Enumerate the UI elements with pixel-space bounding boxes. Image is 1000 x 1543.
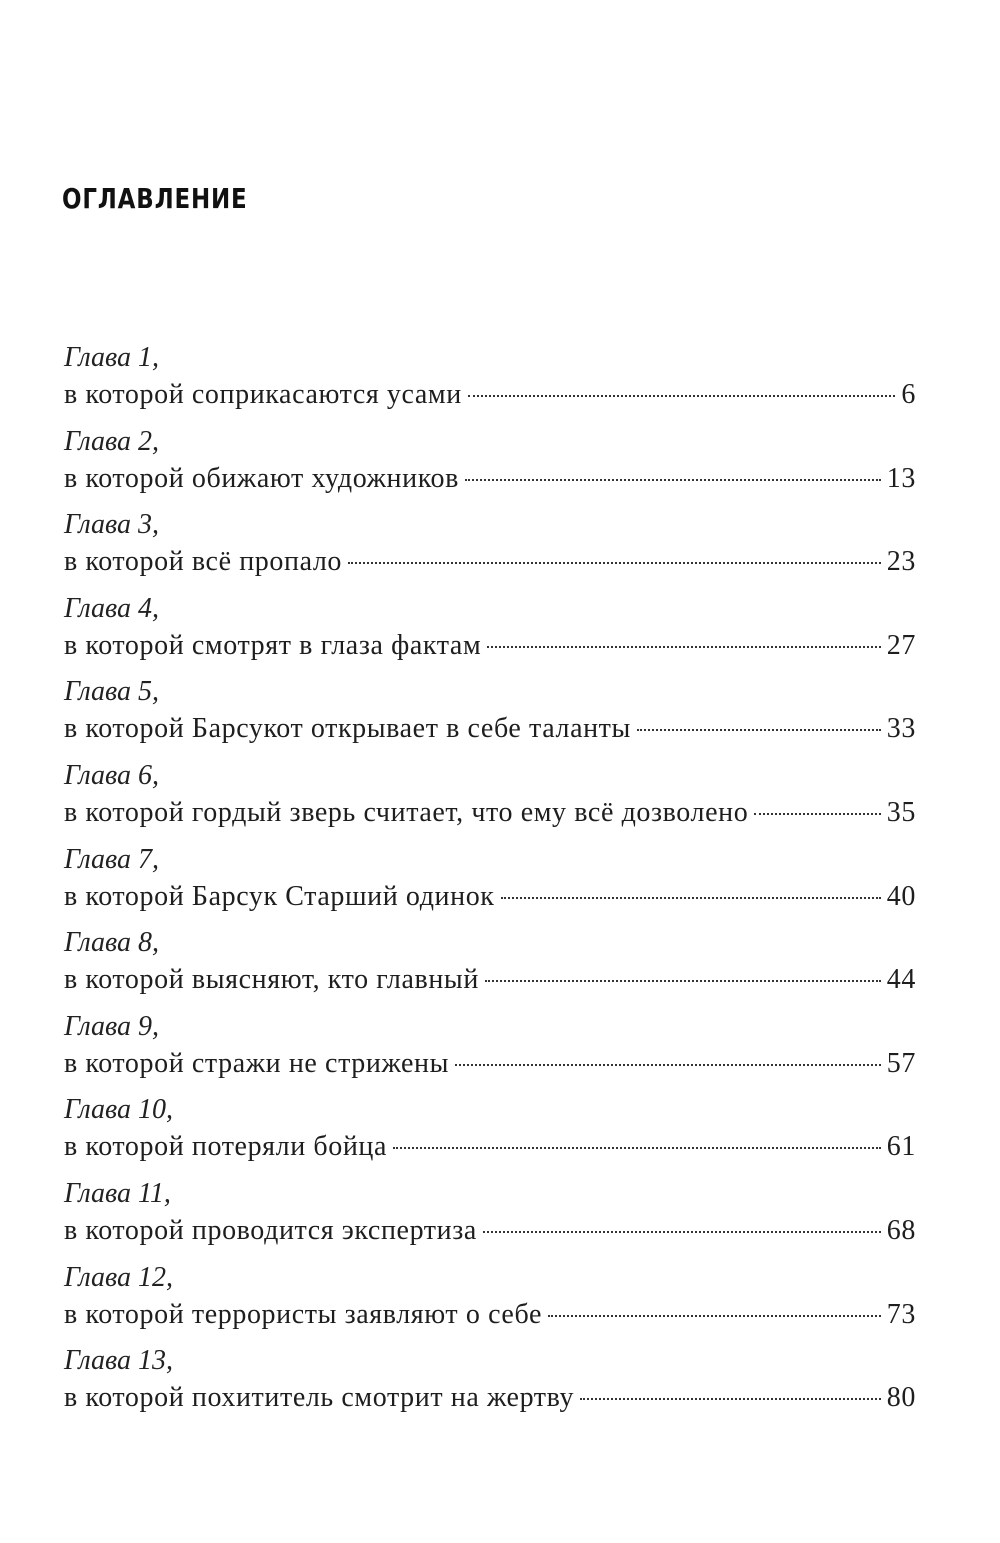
toc-entry-6[interactable] (64, 758, 916, 842)
chapter-title: в которой гордый зверь считает, что ему всё дозволено (64, 796, 749, 828)
toc-entry-1[interactable] (64, 340, 916, 424)
chapter-line (64, 1128, 916, 1166)
toc-entry-12[interactable] (64, 1260, 916, 1344)
toc-entry-2[interactable] (64, 424, 916, 508)
dot-leader (548, 1315, 881, 1317)
page-number: 44 (886, 964, 916, 996)
chapter-label: Глава 13, (64, 1345, 173, 1377)
toc-entry-13[interactable] (64, 1343, 916, 1427)
dot-leader (485, 980, 881, 982)
toc-entry-7[interactable] (64, 842, 916, 926)
page-number: 35 (886, 796, 916, 828)
chapter-line (64, 543, 916, 581)
dot-leader (455, 1064, 881, 1066)
page-number: 6 (901, 379, 916, 410)
chapter-title: в которой проводится экспертиза (64, 1214, 477, 1246)
chapter-title: в которой соприкасаются усами (64, 379, 462, 410)
chapter-title: в которой обижают художников (64, 462, 459, 494)
toc-entry-11[interactable] (64, 1176, 916, 1260)
toc-entry-10[interactable] (64, 1092, 916, 1176)
toc-entry-5[interactable] (64, 674, 916, 758)
chapter-line (64, 376, 916, 414)
chapter-line (64, 710, 916, 748)
toc-entry-9[interactable] (64, 1009, 916, 1093)
chapter-label: Глава 11, (64, 1177, 171, 1209)
page-title: оглавление (62, 172, 248, 218)
dot-leader (580, 1398, 881, 1400)
page-number: 13 (886, 462, 916, 494)
dot-leader (487, 646, 881, 648)
chapter-line (64, 1212, 916, 1250)
toc-entry-3[interactable] (64, 507, 916, 591)
page-number: 27 (886, 629, 916, 661)
chapter-label: Глава 7, (64, 843, 159, 875)
toc-entry-4[interactable] (64, 591, 916, 675)
chapter-line (64, 1296, 916, 1334)
chapter-title: в которой похититель смотрит на жертву (64, 1382, 575, 1414)
page-number: 80 (886, 1382, 916, 1414)
chapter-label: Глава 8, (64, 927, 159, 959)
page-number: 40 (886, 880, 916, 912)
chapter-label: Глава 1, (64, 342, 159, 373)
table-of-contents (64, 340, 916, 1427)
chapter-title: в которой смотрят в глаза фактам (64, 629, 482, 661)
toc-entry-8[interactable] (64, 925, 916, 1009)
chapter-title: в которой всё пропало (64, 546, 343, 578)
dot-leader (468, 395, 896, 397)
dot-leader (465, 479, 881, 481)
dot-leader (501, 897, 881, 899)
dot-leader (483, 1231, 881, 1233)
page-number: 23 (886, 546, 916, 578)
chapter-line (64, 878, 916, 916)
page-number: 73 (886, 1298, 916, 1330)
chapter-label: Глава 10, (64, 1094, 173, 1126)
dot-leader (393, 1147, 881, 1149)
chapter-line (64, 1379, 916, 1417)
page-number: 68 (886, 1214, 916, 1246)
chapter-title: в которой потеряли бойца (64, 1131, 388, 1163)
chapter-label: Глава 6, (64, 759, 159, 791)
chapter-label: Глава 5, (64, 676, 159, 708)
chapter-label: Глава 12, (64, 1261, 173, 1293)
chapter-title: в которой террористы заявляют о себе (64, 1298, 542, 1330)
page-number: 61 (886, 1131, 916, 1163)
chapter-title: в которой стражи не стрижены (64, 1047, 450, 1079)
page-number: 57 (886, 1047, 916, 1079)
chapter-title: в которой Барсукот открывает в себе таланты (64, 713, 631, 745)
chapter-title: в которой Барсук Старший одинок (64, 880, 495, 912)
chapter-line (64, 460, 916, 498)
chapter-label: Глава 9, (64, 1010, 159, 1042)
chapter-line (64, 794, 916, 832)
chapter-title: в которой выясняют, кто главный (64, 964, 479, 996)
chapter-label: Глава 3, (64, 509, 159, 541)
dot-leader (754, 813, 880, 815)
chapter-line (64, 961, 916, 999)
chapter-label: Глава 2, (64, 425, 159, 457)
dot-leader (348, 562, 881, 564)
dot-leader (637, 729, 881, 731)
chapter-label: Глава 4, (64, 592, 159, 624)
page-number: 33 (886, 713, 916, 745)
chapter-line (64, 1045, 916, 1083)
chapter-line (64, 627, 916, 665)
